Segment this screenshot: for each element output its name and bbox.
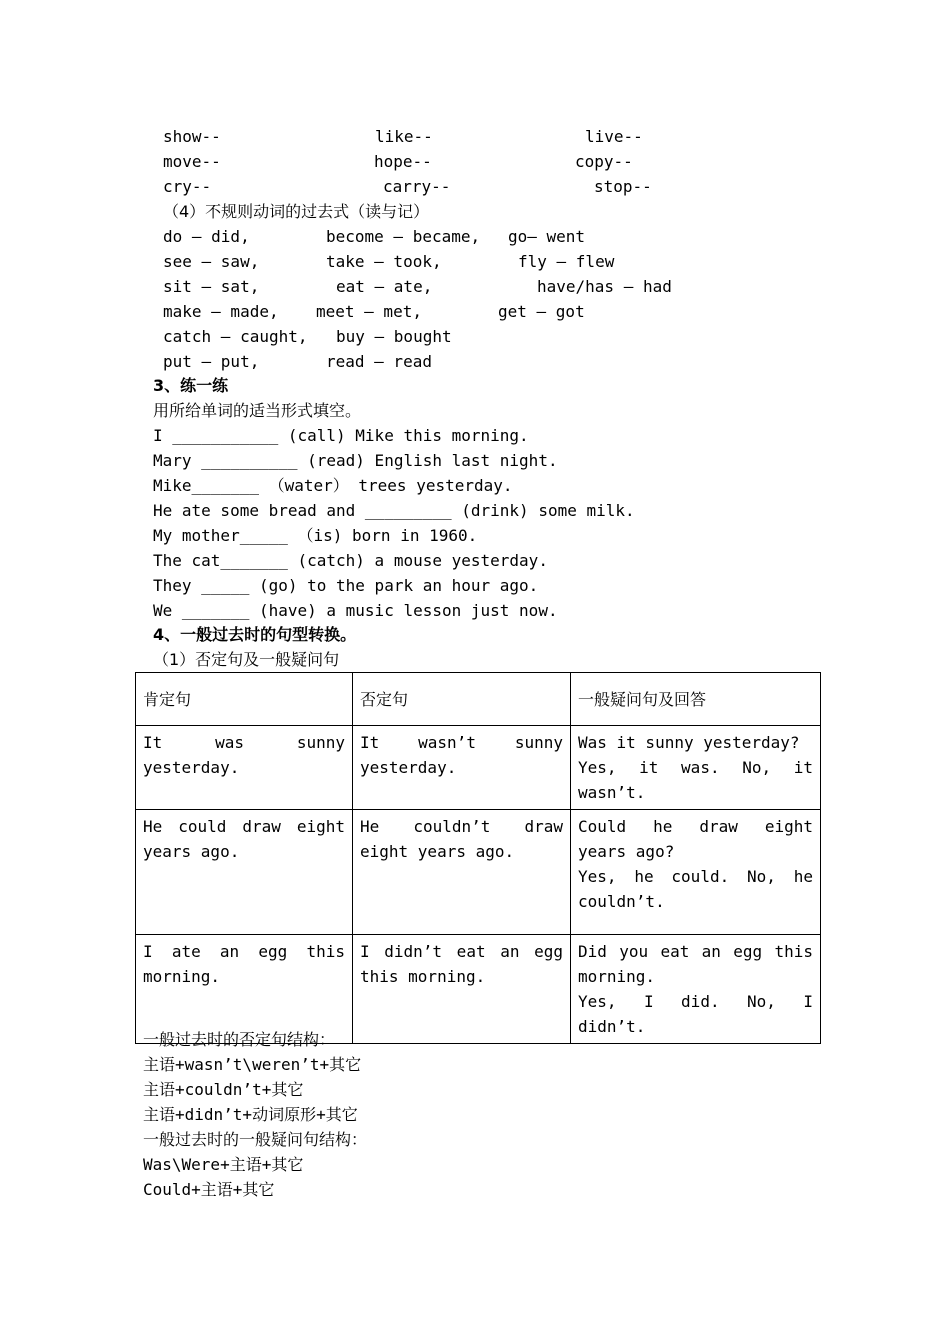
verb-item: hope-- — [374, 152, 432, 171]
verb-item: live-- — [585, 127, 643, 146]
positive-sentence: It was sunny yesterday. — [136, 726, 353, 810]
structure-line: 一般过去时的否定句结构： — [143, 1030, 336, 1049]
question-sentence: Could he draw eight years ago? — [578, 817, 813, 861]
section-subheading: （1）否定句及一般疑问句 — [153, 650, 340, 669]
table-row — [136, 935, 821, 1044]
irregular-pair: put — put, — [163, 352, 260, 371]
answer-sentence: Yes, it was. No, it wasn’t. — [578, 758, 813, 802]
positive-sentence: I ate an egg this morning. — [136, 935, 353, 1044]
table-header-cell: 一般疑问句及回答 — [571, 673, 821, 726]
practice-sentence: We _______ (have) a music lesson just now. — [153, 601, 558, 620]
practice-sentence: I ___________ (call) Mike this morning. — [153, 426, 529, 445]
structure-line: Was\Were+主语+其它 — [143, 1155, 304, 1174]
section-heading: 4、一般过去时的句型转换。 — [153, 625, 357, 644]
structure-line: 主语+didn’t+动词原形+其它 — [143, 1105, 358, 1124]
irregular-pair: take — took, — [326, 252, 442, 271]
irregular-pair: buy — bought — [336, 327, 452, 346]
section-heading: 3、练一练 — [153, 376, 229, 395]
irregular-pair: see — saw, — [163, 252, 260, 271]
table-header-cell: 肯定句 — [136, 673, 353, 726]
practice-sentence: My mother_____ （is) born in 1960. — [153, 526, 478, 545]
practice-sentence: He ate some bread and _________ (drink) some milk. — [153, 501, 635, 520]
question-cell — [571, 810, 821, 935]
irregular-pair: get — got — [498, 302, 585, 321]
table-header-row — [136, 673, 821, 726]
verb-item: copy-- — [575, 152, 633, 171]
practice-sentence: They _____ (go) to the park an hour ago. — [153, 576, 539, 595]
structure-line: 一般过去时的一般疑问句结构： — [143, 1130, 368, 1149]
question-cell — [571, 935, 821, 1044]
structure-line: 主语+couldn’t+其它 — [143, 1080, 304, 1099]
table-row — [136, 810, 821, 935]
negative-sentence: I didn’t eat an egg this morning. — [353, 935, 571, 1044]
irregular-pair: fly — flew — [518, 252, 615, 271]
structure-line: Could+主语+其它 — [143, 1180, 275, 1199]
answer-sentence: Yes, I did. No, I didn’t. — [578, 992, 813, 1036]
sentence-transform-table — [135, 672, 821, 1044]
verb-item: cry-- — [163, 177, 212, 196]
table-row — [136, 726, 821, 810]
structure-line: 主语+wasn’t\weren’t+其它 — [143, 1055, 362, 1074]
irregular-pair: catch — caught, — [163, 327, 308, 346]
irregular-pair: go— went — [508, 227, 586, 246]
question-cell — [571, 726, 821, 810]
question-sentence: Did you eat an egg this morning. — [578, 942, 813, 986]
verb-item: carry-- — [383, 177, 451, 196]
verb-item: move-- — [163, 152, 221, 171]
table-header-cell: 否定句 — [353, 673, 571, 726]
irregular-pair: meet — met, — [316, 302, 422, 321]
negative-sentence: He couldn’t draw eight years ago. — [353, 810, 571, 935]
verb-item: show-- — [163, 127, 221, 146]
practice-sentence: Mike_______ （water） trees yesterday. — [153, 476, 513, 495]
irregular-pair: read — read — [326, 352, 432, 371]
irregular-pair: sit — sat, — [163, 277, 260, 296]
question-sentence: Was it sunny yesterday? — [578, 733, 800, 752]
irregular-pair: have/has — had — [537, 277, 672, 296]
practice-instruction: 用所给单词的适当形式填空。 — [153, 401, 362, 420]
verb-item: stop-- — [594, 177, 652, 196]
irregular-heading: （4）不规则动词的过去式（读与记） — [163, 202, 430, 221]
practice-sentence: Mary __________ (read) English last night. — [153, 451, 558, 470]
verb-item: like-- — [375, 127, 433, 146]
negative-sentence: It wasn’t sunny yesterday. — [353, 726, 571, 810]
irregular-pair: become — became, — [326, 227, 481, 246]
answer-sentence: Yes, he could. No, he couldn’t. — [578, 867, 813, 911]
irregular-pair: do — did, — [163, 227, 250, 246]
positive-sentence: He could draw eight years ago. — [136, 810, 353, 935]
irregular-pair: eat — ate, — [336, 277, 433, 296]
practice-sentence: The cat_______ (catch) a mouse yesterday. — [153, 551, 548, 570]
irregular-pair: make — made, — [163, 302, 279, 321]
